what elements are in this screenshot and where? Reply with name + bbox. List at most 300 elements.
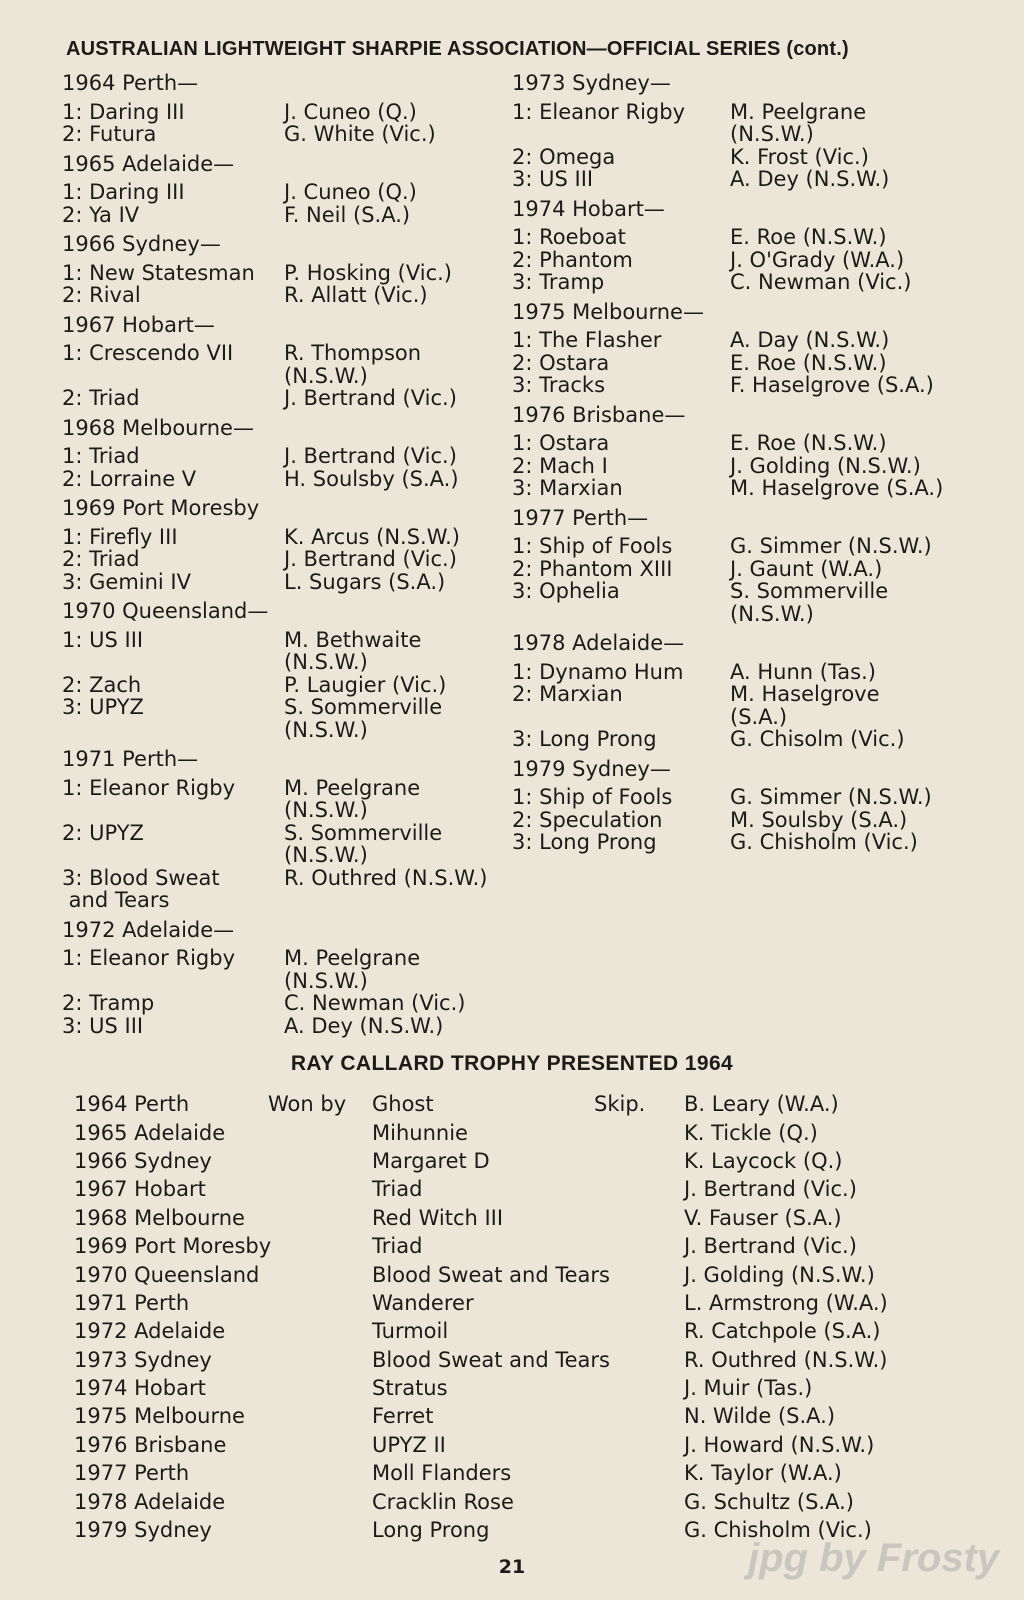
boat-cell — [62, 629, 284, 674]
series-event — [62, 417, 532, 491]
boat-cell — [62, 696, 284, 741]
event-title: 1978 Adelaide— — [512, 631, 685, 655]
skip-label: Skip. — [594, 1092, 646, 1117]
boat-name: Blood Sweat and Tears — [68, 865, 220, 912]
trophy-boat: Blood Sweat and Tears — [372, 1347, 610, 1372]
place-row — [512, 661, 992, 684]
place-row — [512, 249, 992, 272]
series-event — [62, 497, 532, 593]
series-event — [512, 72, 992, 191]
event-title: 1972 Adelaide— — [62, 917, 235, 942]
trophy-skipper: R. Catchpole (S.A.) — [684, 1319, 881, 1344]
event-title: 1975 Melbourne— — [512, 299, 704, 324]
boat-cell — [512, 101, 730, 146]
boat-cell — [62, 262, 284, 285]
place-position: 1: — [512, 431, 533, 455]
skipper-name: F. Haselgrove (S.A.) — [730, 373, 934, 397]
series-event — [512, 198, 992, 294]
skipper-name: S. Sommerville (N.S.W.) — [730, 579, 889, 626]
place-position: 3: — [512, 579, 533, 603]
series-event — [62, 314, 532, 410]
place-position: 2: — [62, 820, 83, 845]
skipper-name: S. Sommerville (N.S.W.) — [284, 695, 443, 742]
place-row — [62, 445, 532, 468]
series-event — [62, 748, 532, 912]
place-row — [512, 432, 992, 455]
trophy-year: 1975 Melbourne — [74, 1404, 245, 1429]
trophy-skipper: N. Wilde (S.A.) — [684, 1404, 836, 1429]
skipper-name: E. Roe (N.S.W.) — [730, 225, 887, 249]
trophy-year: 1974 Hobart — [74, 1376, 206, 1401]
trophy-boat: Red Witch III — [372, 1205, 504, 1230]
trophy-boat: Margaret D — [372, 1148, 490, 1173]
trophy-skipper: B. Leary (W.A.) — [684, 1092, 839, 1117]
place-position: 3: — [512, 270, 533, 294]
boat-name: Dynamo Hum — [539, 659, 684, 684]
skipper-name: M. Peelgrane (N.S.W.) — [284, 775, 421, 822]
place-row — [512, 226, 992, 249]
boat-cell — [62, 181, 284, 204]
skipper-name: R. Allatt (Vic.) — [284, 283, 428, 307]
trophy-skipper: G. Chisholm (Vic.) — [684, 1518, 872, 1543]
skipper-name: M. Bethwaite (N.S.W.) — [284, 627, 422, 674]
place-position: 1: — [62, 341, 83, 365]
trophy-table — [74, 1090, 888, 1544]
skipper-name: K. Frost (Vic.) — [730, 144, 869, 169]
boat-name: Rival — [89, 283, 141, 307]
series-event — [62, 153, 532, 227]
trophy-row — [74, 1232, 888, 1260]
boat-name: Triad — [89, 386, 140, 410]
trophy-year: 1967 Hobart — [74, 1177, 206, 1202]
place-position: 3: — [512, 476, 533, 500]
place-row — [62, 468, 532, 491]
skipper-name: K. Arcus (N.S.W.) — [284, 524, 460, 549]
boat-cell — [512, 786, 730, 809]
place-row — [512, 786, 992, 809]
boat-cell — [62, 204, 284, 227]
place-row — [512, 728, 992, 751]
boat-cell — [62, 548, 284, 571]
boat-cell — [512, 432, 730, 455]
place-row — [62, 696, 532, 741]
trophy-year: 1965 Adelaide — [74, 1120, 226, 1145]
place-position: 2: — [62, 386, 83, 410]
event-title: 1977 Perth— — [512, 505, 649, 530]
won-by-label: Won by — [268, 1092, 347, 1117]
skipper-name: G. White (Vic.) — [284, 122, 436, 146]
skipper-name: P. Laugier (Vic.) — [284, 672, 447, 697]
boat-name: US III — [89, 627, 144, 652]
place-row — [62, 526, 532, 549]
skipper-name: M. Haselgrove (S.A.) — [730, 476, 944, 500]
boat-cell — [62, 1015, 284, 1038]
place-position: 3: — [512, 727, 533, 751]
place-position: 2: — [62, 547, 83, 571]
place-row — [512, 455, 992, 478]
trophy-boat: Triad — [372, 1234, 423, 1259]
skipper-name: G. Simmer (N.S.W.) — [730, 534, 932, 558]
place-row — [62, 342, 532, 387]
place-position: 3: — [512, 373, 533, 397]
trophy-boat: Stratus — [372, 1376, 448, 1401]
boat-name: Marxian — [539, 476, 623, 500]
trophy-row — [74, 1487, 888, 1515]
trophy-row — [74, 1402, 888, 1430]
trophy-boat: Moll Flanders — [372, 1461, 512, 1486]
trophy-skipper: K. Taylor (W.A.) — [684, 1461, 842, 1486]
boat-name: UPYZ — [89, 695, 144, 719]
boat-cell — [62, 992, 284, 1015]
boat-cell — [62, 445, 284, 468]
boat-name: Speculation — [539, 807, 663, 832]
trophy-row — [74, 1374, 888, 1402]
series-event — [512, 404, 992, 500]
boat-cell — [62, 101, 284, 124]
place-row — [62, 548, 532, 571]
series-event — [512, 507, 992, 626]
skipper-name: R. Thompson (N.S.W.) — [284, 341, 422, 388]
boat-name: Daring III — [89, 180, 185, 204]
skipper-name: G. Chisholm (Vic.) — [730, 830, 918, 854]
trophy-year: 1966 Sydney — [74, 1148, 212, 1173]
trophy-title: RAY CALLARD TROPHY PRESENTED 1964 — [290, 1052, 734, 1075]
place-position: 1: — [62, 524, 83, 549]
trophy-boat: Ghost — [372, 1092, 434, 1117]
trophy-row — [74, 1147, 888, 1175]
trophy-row — [74, 1090, 888, 1118]
place-row — [512, 558, 992, 581]
boat-cell — [512, 226, 730, 249]
event-title: 1964 Perth— — [62, 71, 199, 95]
trophy-skipper: J. Golding (N.S.W.) — [684, 1262, 875, 1287]
boat-name: UPYZ — [89, 820, 144, 845]
boat-cell — [512, 477, 730, 500]
place-position: 2: — [512, 453, 533, 478]
skipper-name: J. Bertrand (Vic.) — [284, 386, 457, 410]
place-position: 2: — [62, 283, 83, 307]
place-position: 1: — [62, 180, 83, 204]
boat-cell — [62, 387, 284, 410]
skipper-name: S. Sommerville (N.S.W.) — [284, 820, 443, 867]
trophy-boat: Blood Sweat and Tears — [372, 1262, 610, 1287]
place-row — [512, 271, 992, 294]
place-position: 3: — [62, 695, 83, 719]
event-title: 1971 Perth— — [62, 747, 199, 771]
place-position: 1: — [62, 99, 83, 124]
place-row — [62, 1015, 532, 1038]
trophy-skipper: R. Outhred (N.S.W.) — [684, 1347, 888, 1372]
trophy-row — [74, 1431, 888, 1459]
boat-cell — [512, 558, 730, 581]
place-position: 2: — [512, 807, 533, 832]
boat-name: Triad — [89, 444, 140, 468]
place-position: 2: — [62, 672, 83, 697]
trophy-boat: Cracklin Rose — [372, 1489, 514, 1514]
place-row — [512, 352, 992, 375]
skipper-name: L. Sugars (S.A.) — [284, 569, 446, 594]
boat-name: Firefly III — [89, 524, 178, 549]
place-position: 2: — [62, 466, 83, 491]
skipper-name: P. Hosking (Vic.) — [284, 260, 452, 285]
boat-name: Ophelia — [539, 579, 620, 603]
trophy-boat: Turmoil — [372, 1319, 449, 1344]
place-row — [512, 831, 992, 854]
place-position: 1: — [512, 534, 533, 558]
place-row — [62, 262, 532, 285]
place-position: 3: — [512, 830, 533, 854]
skipper-name: H. Soulsby (S.A.) — [284, 466, 459, 491]
place-position: 1: — [62, 627, 83, 652]
skipper-name: M. Soulsby (S.A.) — [730, 807, 908, 832]
event-title: 1973 Sydney— — [512, 71, 671, 95]
place-position: 1: — [512, 225, 533, 249]
boat-cell — [512, 374, 730, 397]
boat-cell — [512, 580, 730, 625]
trophy-row — [74, 1459, 888, 1487]
place-row — [512, 374, 992, 397]
boat-name: Zach — [89, 672, 142, 697]
trophy-row — [74, 1346, 888, 1374]
place-position: 3: — [62, 569, 83, 594]
skipper-name: M. Peelgrane (N.S.W.) — [284, 946, 421, 993]
page-number: 21 — [498, 1556, 526, 1578]
skipper-name: A. Dey (N.S.W.) — [284, 1013, 444, 1038]
boat-name: Ship of Fools — [539, 785, 673, 809]
boat-name: Phantom — [539, 247, 633, 272]
place-position: 1: — [512, 328, 533, 352]
boat-cell — [512, 661, 730, 684]
trophy-boat: Long Prong — [372, 1518, 490, 1543]
place-row — [512, 683, 992, 728]
trophy-boat: Wanderer — [372, 1290, 474, 1315]
trophy-year: 1973 Sydney — [74, 1347, 212, 1372]
boat-name: New Statesman — [89, 260, 255, 285]
place-position: 2: — [62, 202, 83, 227]
place-position: 2: — [512, 556, 533, 581]
boat-cell — [62, 342, 284, 387]
trophy-year: 1968 Melbourne — [74, 1205, 245, 1230]
trophy-year: 1977 Perth — [74, 1461, 190, 1486]
skipper-name: E. Roe (N.S.W.) — [730, 431, 887, 455]
event-title: 1979 Sydney— — [512, 756, 671, 781]
skipper-name: G. Simmer (N.S.W.) — [730, 785, 932, 809]
boat-cell — [62, 526, 284, 549]
boat-name: The Flasher — [539, 328, 662, 352]
trophy-boat: Mihunnie — [372, 1120, 468, 1145]
place-position: 2: — [512, 144, 533, 169]
trophy-skipper: K. Tickle (Q.) — [684, 1120, 818, 1145]
boat-cell — [512, 831, 730, 854]
skipper-name: J. Cuneo (Q.) — [284, 99, 417, 124]
boat-cell — [512, 728, 730, 751]
skipper-name: J. Cuneo (Q.) — [284, 180, 417, 204]
trophy-skipper: J. Howard (N.S.W.) — [684, 1432, 875, 1457]
skipper-name: J. Bertrand (Vic.) — [284, 444, 457, 468]
place-row — [512, 168, 992, 191]
boat-name: Tracks — [539, 373, 606, 397]
boat-name: Crescendo VII — [89, 341, 234, 365]
place-row — [62, 629, 532, 674]
skipper-name: C. Newman (Vic.) — [730, 270, 912, 294]
series-event — [62, 72, 532, 146]
boat-cell — [512, 329, 730, 352]
boat-cell — [512, 535, 730, 558]
boat-cell — [62, 674, 284, 697]
trophy-year: 1969 Port Moresby — [74, 1234, 272, 1259]
skipper-name: C. Newman (Vic.) — [284, 991, 466, 1015]
trophy-row — [74, 1260, 888, 1288]
boat-cell — [62, 123, 284, 146]
boat-cell — [512, 271, 730, 294]
place-row — [62, 204, 532, 227]
place-position: 1: — [512, 99, 533, 124]
skipper-name: E. Roe (N.S.W.) — [730, 350, 887, 375]
trophy-skipper: J. Bertrand (Vic.) — [684, 1234, 857, 1259]
place-position: 2: — [62, 122, 83, 146]
series-right-column — [512, 72, 992, 861]
place-position: 2: — [512, 247, 533, 272]
place-row — [62, 777, 532, 822]
boat-cell — [512, 146, 730, 169]
page-title: AUSTRALIAN LIGHTWEIGHT SHARPIE ASSOCIATION—OFFICIAL SERIES (cont.) — [66, 38, 849, 60]
place-row — [62, 867, 532, 912]
trophy-skipper: J. Muir (Tas.) — [684, 1376, 813, 1401]
boat-name: Eleanor Rigby — [539, 99, 685, 124]
place-row — [512, 146, 992, 169]
place-row — [62, 123, 532, 146]
place-position: 1: — [62, 946, 83, 970]
skipper-name: G. Chisolm (Vic.) — [730, 727, 905, 751]
trophy-boat: Ferret — [372, 1404, 434, 1429]
place-position: 1: — [62, 775, 83, 800]
place-position: 2: — [62, 991, 83, 1015]
boat-name: Ship of Fools — [539, 534, 673, 558]
place-position: 3: — [512, 167, 533, 191]
trophy-year: 1976 Brisbane — [74, 1432, 227, 1457]
series-event — [512, 632, 992, 751]
boat-name: Mach I — [539, 453, 608, 478]
trophy-skipper: L. Armstrong (W.A.) — [684, 1290, 888, 1315]
place-row — [62, 284, 532, 307]
trophy-boat: UPYZ II — [372, 1432, 446, 1457]
boat-name: Lorraine V — [89, 466, 197, 491]
series-event — [512, 301, 992, 397]
trophy-row — [74, 1118, 888, 1146]
boat-cell — [62, 867, 284, 912]
place-position: 1: — [62, 444, 83, 468]
place-row — [512, 329, 992, 352]
skipper-name: A. Hunn (Tas.) — [730, 659, 876, 684]
skipper-name: J. Gaunt (W.A.) — [730, 556, 883, 581]
boat-cell — [62, 777, 284, 822]
boat-name: Ya IV — [89, 202, 140, 227]
boat-cell — [62, 822, 284, 867]
place-row — [62, 181, 532, 204]
place-row — [512, 101, 992, 146]
trophy-year: 1979 Sydney — [74, 1518, 212, 1543]
boat-name: Tramp — [89, 991, 155, 1015]
place-position: 3: — [62, 1013, 83, 1038]
boat-name: Long Prong — [539, 830, 657, 854]
skipper-name: M. Peelgrane (N.S.W.) — [730, 99, 867, 146]
place-position: 1: — [62, 260, 83, 285]
trophy-row — [74, 1317, 888, 1345]
skipper-name: M. Haselgrove (S.A.) — [730, 682, 880, 729]
trophy-skipper: J. Bertrand (Vic.) — [684, 1177, 857, 1202]
event-title: 1968 Melbourne— — [62, 415, 254, 440]
trophy-year: 1971 Perth — [74, 1290, 190, 1315]
boat-cell — [512, 168, 730, 191]
skipper-name: R. Outhred (N.S.W.) — [284, 865, 488, 890]
place-row — [62, 387, 532, 410]
trophy-row — [74, 1175, 888, 1203]
boat-cell — [62, 284, 284, 307]
boat-name: Ostara — [539, 350, 610, 375]
boat-name: Eleanor Rigby — [89, 946, 235, 970]
trophy-boat: Triad — [372, 1177, 423, 1202]
skipper-name: J. Golding (N.S.W.) — [730, 453, 921, 478]
place-row — [62, 101, 532, 124]
series-event — [62, 600, 532, 741]
place-position: 2: — [512, 350, 533, 375]
boat-name: US III — [89, 1013, 144, 1038]
place-position: 1: — [512, 785, 533, 809]
trophy-year: 1964 Perth — [74, 1092, 190, 1117]
trophy-year: 1970 Queensland — [74, 1262, 260, 1287]
boat-cell — [512, 683, 730, 728]
trophy-year: 1978 Adelaide — [74, 1489, 226, 1514]
place-position: 3: — [62, 865, 83, 890]
trophy-row — [74, 1204, 888, 1232]
boat-name: Eleanor Rigby — [89, 775, 235, 800]
event-title: 1976 Brisbane— — [512, 402, 686, 427]
place-position: 2: — [512, 682, 533, 706]
watermark: jpg by Frosty — [748, 1536, 1000, 1580]
event-title: 1970 Queensland— — [62, 599, 269, 623]
skipper-name: F. Neil (S.A.) — [284, 202, 411, 227]
boat-name: Triad — [89, 547, 140, 571]
boat-name: Gemini IV — [89, 569, 191, 594]
boat-name: US III — [539, 167, 594, 191]
boat-name: Roeboat — [539, 225, 626, 249]
boat-name: Phantom XIII — [539, 556, 673, 581]
event-title: 1969 Port Moresby — [62, 496, 260, 520]
boat-cell — [512, 809, 730, 832]
place-row — [62, 992, 532, 1015]
place-row — [62, 947, 532, 992]
skipper-name: J. Bertrand (Vic.) — [284, 547, 457, 571]
skipper-name: A. Dey (N.S.W.) — [730, 167, 890, 191]
trophy-row — [74, 1289, 888, 1317]
boat-cell — [512, 455, 730, 478]
place-row — [512, 580, 992, 625]
boat-name: Tramp — [539, 270, 605, 294]
boat-name: Daring III — [89, 99, 185, 124]
boat-cell — [62, 571, 284, 594]
place-row — [512, 809, 992, 832]
series-event — [512, 758, 992, 854]
skipper-name: A. Day (N.S.W.) — [730, 328, 890, 352]
trophy-skipper: V. Fauser (S.A.) — [684, 1205, 842, 1230]
boat-cell — [62, 947, 284, 992]
skipper-name: J. O'Grady (W.A.) — [730, 247, 905, 272]
place-row — [62, 822, 532, 867]
event-title: 1967 Hobart— — [62, 312, 215, 337]
place-position: 1: — [512, 659, 533, 684]
place-row — [512, 477, 992, 500]
boat-cell — [62, 468, 284, 491]
